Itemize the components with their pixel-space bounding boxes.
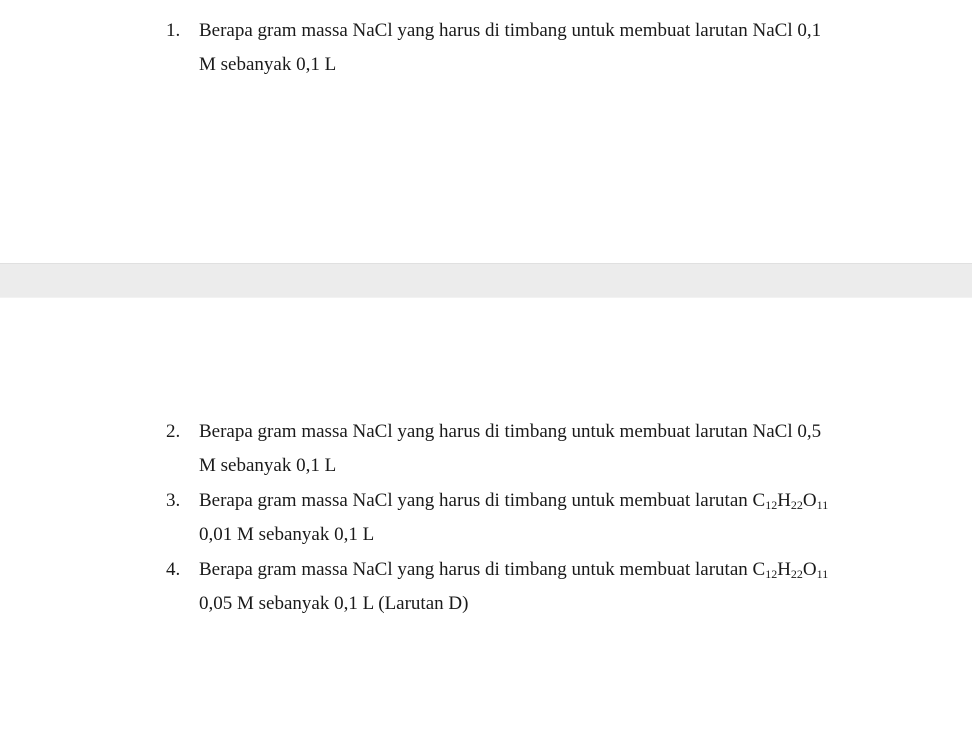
document-page-1 [0, 0, 972, 263]
question-2 [166, 415, 886, 483]
chemical-formula [753, 490, 829, 511]
question-line-1-prefix: Berapa gram massa NaCl yang harus di timbang untuk membuat larutan [199, 559, 753, 580]
formula-element-o: O [802, 559, 817, 580]
formula-element-c: C [752, 490, 766, 511]
question-line-1: Berapa gram massa NaCl yang harus di timbang untuk membuat larutan NaCl 0,5 [199, 421, 822, 442]
formula-element-h: H [777, 490, 791, 511]
question-1 [166, 14, 886, 82]
question-number: 3. [166, 490, 181, 511]
question-line-2: 0,05 M sebanyak 0,1 L (Larutan D) [199, 593, 469, 614]
question-line-2: 0,01 M sebanyak 0,1 L [199, 524, 375, 545]
question-4 [166, 553, 886, 621]
formula-subscript-c: 12 [765, 498, 778, 512]
formula-subscript-o: 11 [816, 498, 829, 512]
formula-subscript-c: 12 [765, 567, 778, 581]
question-text [199, 14, 886, 82]
question-text [199, 415, 886, 483]
question-line-1: Berapa gram massa NaCl yang harus di timbang untuk membuat larutan NaCl 0,1 [199, 20, 822, 41]
question-text [199, 484, 886, 552]
formula-element-h: H [777, 559, 791, 580]
formula-element-o: O [802, 490, 817, 511]
question-line-1 [199, 484, 886, 518]
formula-subscript-o: 11 [816, 567, 829, 581]
formula-subscript-h: 22 [790, 498, 803, 512]
question-number: 4. [166, 559, 181, 580]
question-text [199, 553, 886, 621]
formula-subscript-h: 22 [790, 567, 803, 581]
question-line-2: M sebanyak 0,1 L [199, 54, 337, 75]
question-number: 2. [166, 421, 181, 442]
question-number: 1. [166, 20, 181, 41]
question-line-2: M sebanyak 0,1 L [199, 455, 337, 476]
question-line-1-prefix: Berapa gram massa NaCl yang harus di timbang untuk membuat larutan [199, 490, 753, 511]
question-line-1 [199, 553, 886, 587]
chemical-formula [753, 559, 829, 580]
page-break [0, 263, 972, 298]
formula-element-c: C [752, 559, 766, 580]
question-3 [166, 484, 886, 552]
